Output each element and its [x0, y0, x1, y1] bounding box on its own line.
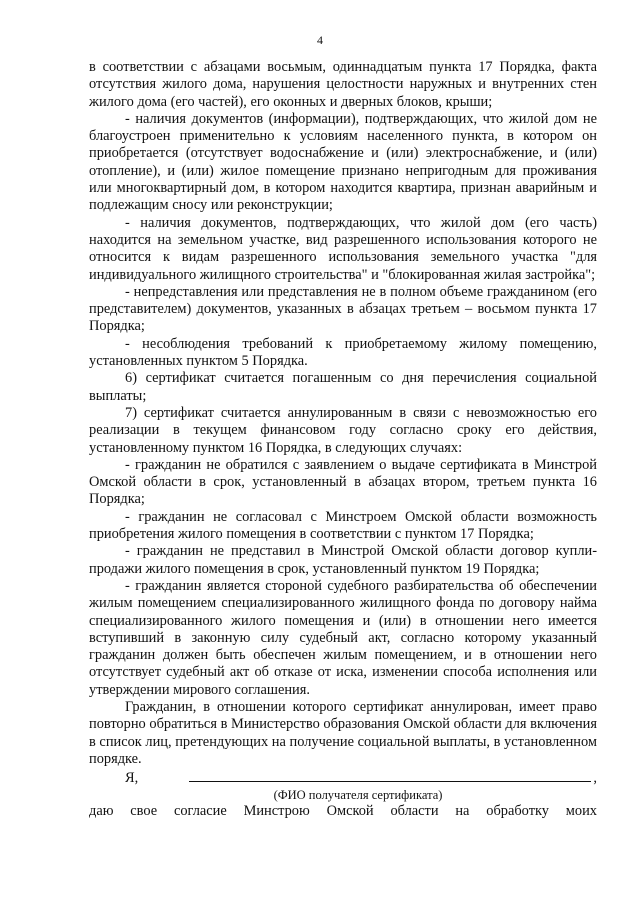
word: Омской: [326, 803, 374, 820]
signature-line: [89, 768, 597, 787]
field-caption: (ФИО получателя сертификата): [273, 788, 443, 803]
paragraph: 6) сертификат считается погашенным со дня перечисления социальной выплаты;: [89, 370, 597, 404]
recipient-name-field[interactable]: [189, 768, 591, 782]
paragraph: - гражданин не представил в Минстрой Омской области договор купли-продажи жилого помещения в срок, установленный пунктом 19 Порядка;: [89, 543, 597, 577]
paragraph: - гражданин не обратился с заявлением о выдаче сертификата в Минстрой Омской области в срок, установленный в абзацах втором, третьем пункта 16 Порядка;: [89, 456, 597, 508]
page-number: 4: [317, 33, 323, 47]
document-body: [89, 59, 597, 821]
word: обработку: [486, 803, 549, 820]
paragraph: - наличия документов, подтверждающих, что жилой дом (его часть) находится на земельном участке, вид разрешенного использования которого не относится к видам разрешенного использования земельного участка "для индивидуального жилищного строительства" и "блокированная жилая застройка";: [89, 214, 597, 283]
word: моих: [565, 803, 597, 820]
word: согласие: [173, 803, 227, 820]
word: на: [455, 803, 470, 820]
paragraph: - наличия документов (информации), подтверждающих, что жилой дом не благоустроен применительно к условиям населенного пункта, в котором он приобретается (отсутствует водоснабжение и (или) электроснабжение, и (или) отопление), и (или) жилое помещение признано непригодным для проживания или многоквартирный дом, в котором находится квартира, признан аварийным и подлежащим сносу или реконструкции;: [89, 110, 597, 214]
paragraph: - гражданин не согласовал с Минстроем Омской области возможность приобретения жилого помещения в соответствии с пунктом 17 Порядка;: [89, 508, 597, 543]
paragraph: в соответствии с абзацами восьмым, одиннадцатым пункта 17 Порядка, факта отсутствия жилого дома, нарушения целостности наружных и внутренних стен жилого дома (его частей), его оконных и дверных блоков, крыши;: [89, 59, 597, 110]
word: области: [390, 803, 439, 820]
signature-lead: Я,: [125, 770, 139, 787]
last-line: [89, 803, 597, 820]
paragraph: - гражданин является стороной судебного разбирательства об обеспечении жилым помещением специализированного жилищного фонда по договору найма специализированного жилого помещения и (или) в отношении него имеется вступивший в законную силу судебный акт, согласно которому указанный гражданин должен быть обеспечен жилым помещением, и в отношении него отсутствует судебный акт об отказе от иска, изменении способа исполнения или утверждении мирового соглашения.: [89, 577, 597, 698]
paragraph: - непредставления или представления не в полном объеме гражданином (его представителем) документов, указанных в абзацах третьем – восьмом пункта 17 Порядка;: [89, 283, 597, 335]
signature-trail: ,: [593, 770, 597, 787]
word: свое: [130, 803, 158, 820]
paragraph: - несоблюдения требований к приобретаемому жилому помещению, установленных пунктом 5 Порядка.: [89, 335, 597, 370]
word: даю: [89, 803, 114, 820]
paragraph: Гражданин, в отношении которого сертификат аннулирован, имеет право повторно обратиться в Министерство образования Омской области для включения в список лиц, претендующих на получение социальной выплаты, в установленном порядке.: [89, 698, 597, 767]
word: Минстрою: [243, 803, 310, 820]
paragraph: 7) сертификат считается аннулированным в связи с невозможностью его реализации в текущем финансовом году согласно сроку его действия, установленному пунктом 16 Порядка, в следующих случаях:: [89, 404, 597, 456]
